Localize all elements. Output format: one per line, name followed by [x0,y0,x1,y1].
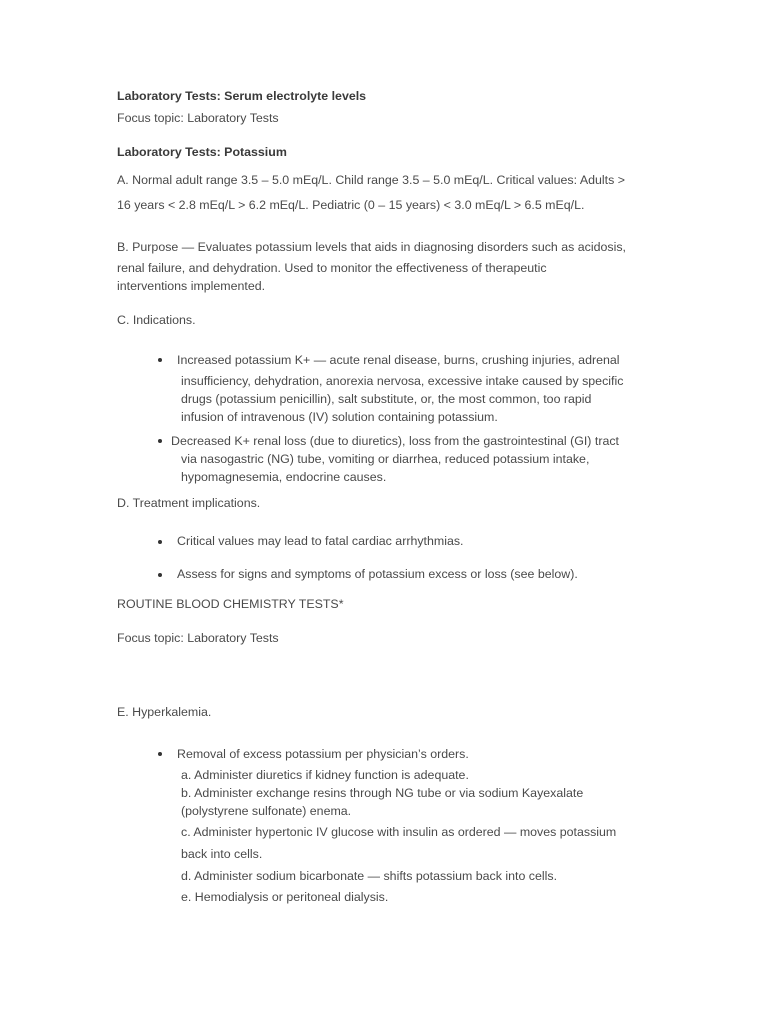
bullet-dot-icon [158,540,162,544]
section-d-heading: D. Treatment implications. [117,496,261,510]
list-item: Assess for signs and symptoms of potassium excess or loss (see below). [177,567,578,581]
sub-list-item: b. Administer exchange resins through NG tube or via sodium Kayexalate [181,786,584,800]
list-item: Increased potassium K+ — acute renal disease, burns, crushing injuries, adrenal [177,353,620,367]
section-subtitle: Laboratory Tests: Potassium [117,145,287,159]
sub-list-item-continuation: (polystyrene sulfonate) enema. [181,804,352,818]
paragraph-a-line: 16 years < 2.8 mEq/L > 6.2 mEq/L. Pediatric (0 – 15 years) < 3.0 mEq/L > 6.5 mEq/L. [117,198,585,212]
list-item: Critical values may lead to fatal cardiac arrhythmias. [177,534,464,548]
list-item-continuation: insufficiency, dehydration, anorexia nervosa, excessive intake caused by specific [181,374,624,388]
bullet-dot-icon [158,358,162,362]
list-item-continuation: drugs (potassium penicillin), salt substitute, or, the most common, too rapid [181,392,592,406]
list-item-continuation: infusion of intravenous (IV) solution containing potassium. [181,410,498,424]
list-item-continuation: via nasogastric (NG) tube, vomiting or diarrhea, reduced potassium intake, [181,452,590,466]
sub-list-item: a. Administer diuretics if kidney function is adequate. [181,768,469,782]
list-item: Removal of excess potassium per physician’s orders. [177,747,469,761]
sub-list-item-continuation: back into cells. [181,847,263,861]
section-c-heading: C. Indications. [117,313,196,327]
section-e-heading: E. Hyperkalemia. [117,705,212,719]
paragraph-b-line: B. Purpose — Evaluates potassium levels that aids in diagnosing disorders such as acidosis, [117,240,626,254]
paragraph-b-line: renal failure, and dehydration. Used to monitor the effectiveness of therapeutic [117,261,547,275]
document-title: Laboratory Tests: Serum electrolyte levels [117,89,367,103]
focus-topic: Focus topic: Laboratory Tests [117,111,279,125]
sub-list-item: d. Administer sodium bicarbonate — shifts potassium back into cells. [181,869,558,883]
paragraph-b-line: interventions implemented. [117,279,266,293]
bullet-dot-icon [158,573,162,577]
sub-list-item: e. Hemodialysis or peritoneal dialysis. [181,890,389,904]
list-item-continuation: hypomagnesemia, endocrine causes. [181,470,387,484]
bullet-dot-icon [158,439,162,443]
routine-heading: ROUTINE BLOOD CHEMISTRY TESTS* [117,597,344,611]
paragraph-a-line: A. Normal adult range 3.5 – 5.0 mEq/L. Child range 3.5 – 5.0 mEq/L. Critical values: Adults > [117,173,625,187]
sub-list-item: c. Administer hypertonic IV glucose with insulin as ordered — moves potassium [181,825,617,839]
focus-topic: Focus topic: Laboratory Tests [117,631,279,645]
bullet-dot-icon [158,752,162,756]
list-item: Decreased K+ renal loss (due to diuretics), loss from the gastrointestinal (GI) tract [171,434,619,448]
